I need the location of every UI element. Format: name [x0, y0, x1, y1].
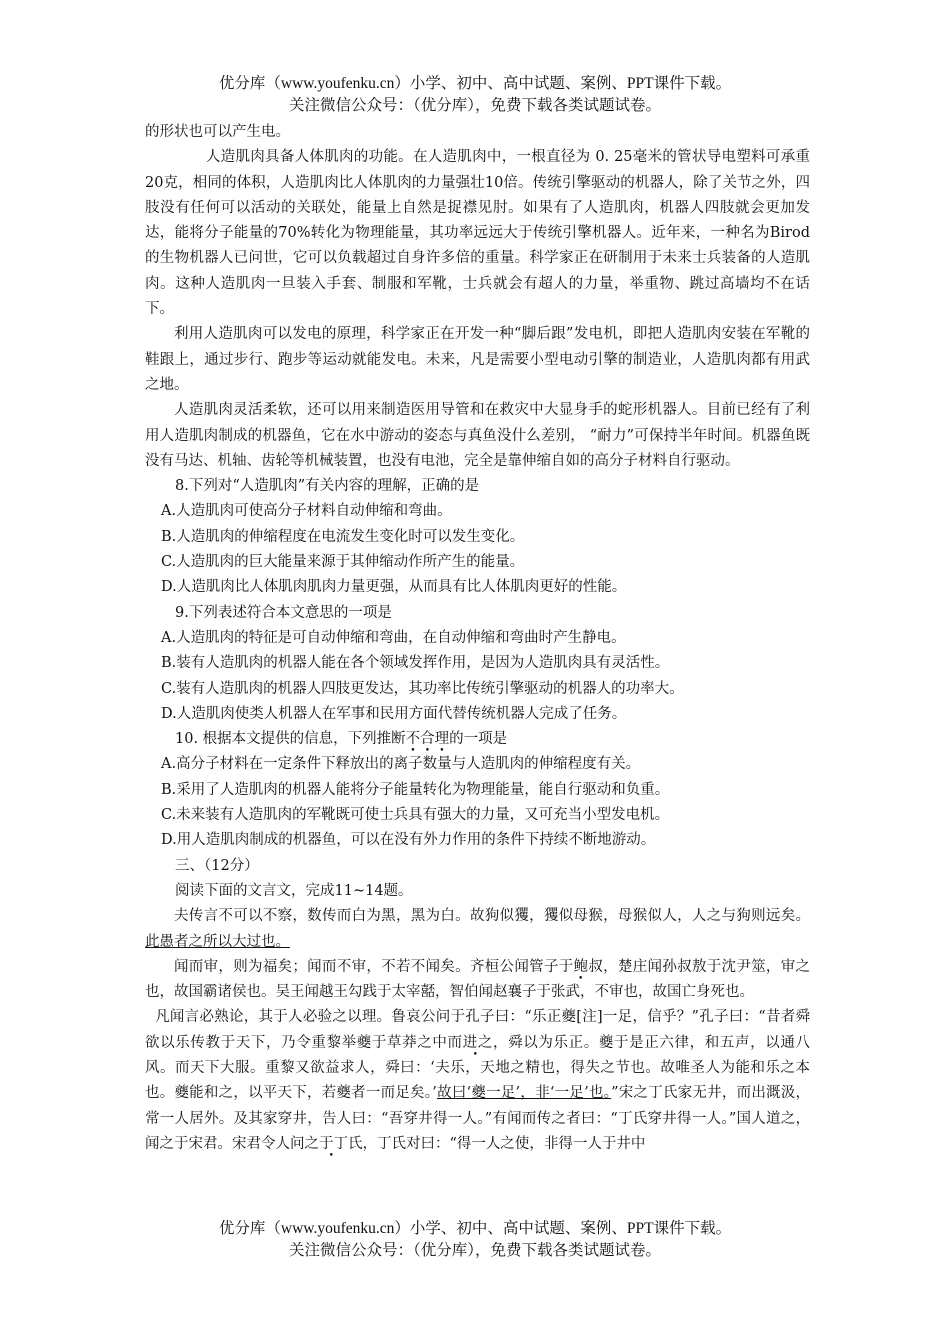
classical-p3-part-d: 丁氏，丁氏对曰：“得一人之使，非得一人于井中 — [333, 1135, 646, 1152]
question-9-option-b: B.装有人造肌肉的机器人能在各个领域发挥作用，是因为人造肌肉具有灵活性。 — [161, 655, 670, 672]
question-10-option-a: A.高分子材料在一定条件下释放出的离子数量与人造肌肉的伸缩程度有关。 — [161, 756, 641, 773]
passage-continuation: 的形状也可以产生电。 — [145, 124, 290, 140]
question-9-option-d: D.人造肌肉使类人机器人在军事和民用方面代替传统机器人完成了任务。 — [161, 705, 627, 722]
question-10-stem — [145, 727, 810, 752]
question-9-stem: 9.下列表述符合本文意思的一项是 — [175, 604, 392, 621]
emphasis-dot-char: 合 — [420, 731, 435, 748]
footer-line-2: 关注微信公众号：（优分库），免费下载各类试题试卷。 — [288, 1242, 661, 1259]
page-header — [0, 73, 950, 117]
question-8-stem: 8.下列对“人造肌肉”有关内容的理解，正确的是 — [175, 478, 480, 495]
classical-p1-text: 夫传言不可以不察，数传而白为黑，黑为白。故狗似玃，玃似母猴，母猴似人，人之与狗则远矣。 — [174, 908, 810, 925]
question-10-option-d: D.用人造肌肉制成的机器鱼，可以在没有外力作用的条件下持续不断地游动。 — [161, 832, 656, 849]
classical-paragraph-1 — [145, 904, 810, 955]
question-9-option-c: C.装有人造肌肉的机器人四肢更发达，其功率比传统引擎驱动的机器人的功率大。 — [161, 680, 684, 697]
header-line-2: 关注微信公众号：（优分库），免费下载各类试题试卷。 — [288, 97, 661, 114]
question-9-option-a: A.人造肌肉的特征是可自动伸缩和弯曲，在自动伸缩和弯曲时产生静电。 — [161, 629, 626, 646]
footer-line-1: 优分库（www.youfenku.cn）小学、初中、高中试题、案例、PPT课件下载。 — [218, 1220, 732, 1237]
emphasis-dot-char: 于 — [319, 1135, 334, 1152]
classical-p2-part-b: 鲍叔，楚庄闻孙叔敖于沈尹筮，审之也，故国霸诸侯也。吴王闻越王勾践于太宰嚭，智伯闻赵襄子于张武，不审也，故国亡身死也。 — [145, 958, 811, 1001]
question-10-stem-pre: 10. 根据本文提供的信息，下列推断 — [175, 731, 406, 748]
classical-paragraph-3 — [145, 1005, 810, 1157]
page-footer — [0, 1218, 950, 1262]
classical-paragraph-2 — [145, 955, 810, 1006]
question-10-option-b: B.采用了人造肌肉的机器人能将分子能量转化为物理能量，能自行驱动和负重。 — [161, 781, 670, 798]
underlined-sentence: 此愚者之所以大过也。 — [145, 933, 290, 950]
question-8-option-a: A.人造肌肉可使高分子材料自动伸缩和弯曲。 — [161, 503, 452, 520]
header-line-1: 优分库（www.youfenku.cn）小学、初中、高中试题、案例、PPT课件下载。 — [218, 75, 732, 92]
underlined-sentence: 故曰‘夔一足’，非‘一足’也。 — [436, 1085, 612, 1102]
question-8-option-c: C.人造肌肉的巨大能量来源于其伸缩动作所产生的能量。 — [161, 554, 525, 571]
section-3-instruction: 阅读下面的文言文，完成11~14题。 — [175, 882, 413, 899]
emphasis-dot-char: 进 — [462, 1034, 478, 1051]
question-10-stem-post: 的一项是 — [449, 731, 508, 748]
passage-paragraph-2: 利用人造肌肉可以发电的原理，科学家正在开发一种“脚后跟”发电机，即把人造肌肉安装在军靴的鞋跟上，通过步行、跑步等运动就能发电。未来，凡是需要小型电动引擎的制造业，人造肌肉都有用武之地。 — [145, 326, 810, 393]
emphasis-dot-char: 于 — [558, 958, 574, 975]
question-8-option-d: D.人造肌肉比人体肌肉肌肉力量更强，从而具有比人体肌肉更好的性能。 — [161, 579, 627, 596]
passage-paragraph-3: 人造肌肉灵活柔软，还可以用来制造医用导管和在救灾中大显身手的蛇形机器人。目前已经有了利用人造肌肉制成的机器鱼，它在水中游动的姿态与真鱼没什么差别， “耐力”可保持半年时间。机器鱼既没有马达、机轴、齿轮等机械装置，也没有电池，完全是靠伸缩自如的高分子材料自行驱动。 — [145, 402, 810, 469]
passage-paragraph-1: 人造肌肉具备人体肌肉的功能。在人造肌肉中，一根直径为 0. 25毫米的管状导电塑料可承重20克，相同的体积，人造肌肉比人体肌肉的力量强壮10倍。传统引擎驱动的机器人，除了关节之外，四肢没有任何可以活动的关联处，能量上自然是捉襟见肘。如果有了人造肌肉，机器人四肢就会更加发达，能将分子能量的70%转化为物理能量，其功率远远大于传统引擎机器人。近年来，一种名为Birod的生物机器人已问世，它可以负载超过自身许多倍的重量。科学家正在研制用于未来士兵装备的人造肌肉。这种人造肌肉一旦装入手套、制服和军靴，士兵就会有超人的力量，举重物、跳过高墙均不在话下。 — [145, 149, 810, 318]
question-10-option-c: C.未来装有人造肌肉的军靴既可使士兵具有强大的力量，又可充当小型发电机。 — [161, 807, 670, 824]
question-8-option-b: B.人造肌肉的伸缩程度在电流发生变化时可以发生变化。 — [161, 528, 525, 545]
classical-p2-part-a: 闻而审，则为福矣；闻而不审，不若不闻矣。齐桓公闻管子 — [174, 958, 559, 975]
emphasis-dot-char: 理 — [434, 731, 450, 748]
section-3-title: 三、（12分） — [175, 857, 259, 874]
classical-p3-part-c: ”宋之丁氏家无井，而出溉汲，常一人居外。及其家穿井，告人曰：“吾穿井得一人。”有闻而传之者曰：“丁氏穿井得一人。”国人道之，闻之于宋君。宋君令人问之 — [145, 1085, 811, 1152]
document-body — [145, 120, 810, 1157]
classical-p3-part-b: 之，舜以为乐正。夔于是正六律，和五声，以通八风。而天下大服。重黎又欲益求人，舜曰：‘夫乐，天地之精也，得失之节也。故唯圣人为能和乐之本也。夔能和之，以平天下，若夔者一而足矣。’ — [145, 1034, 811, 1102]
classical-p3-part-a: 凡闻言必熟论，其于人必验之以理。鲁哀公问于孔子曰：“乐正夔[注]一足，信乎？”孔子曰：“昔者舜欲以乐传教于天下，乃令重黎举夔于草莽之中而 — [145, 1009, 810, 1051]
emphasis-dot-char: 不 — [405, 731, 421, 748]
